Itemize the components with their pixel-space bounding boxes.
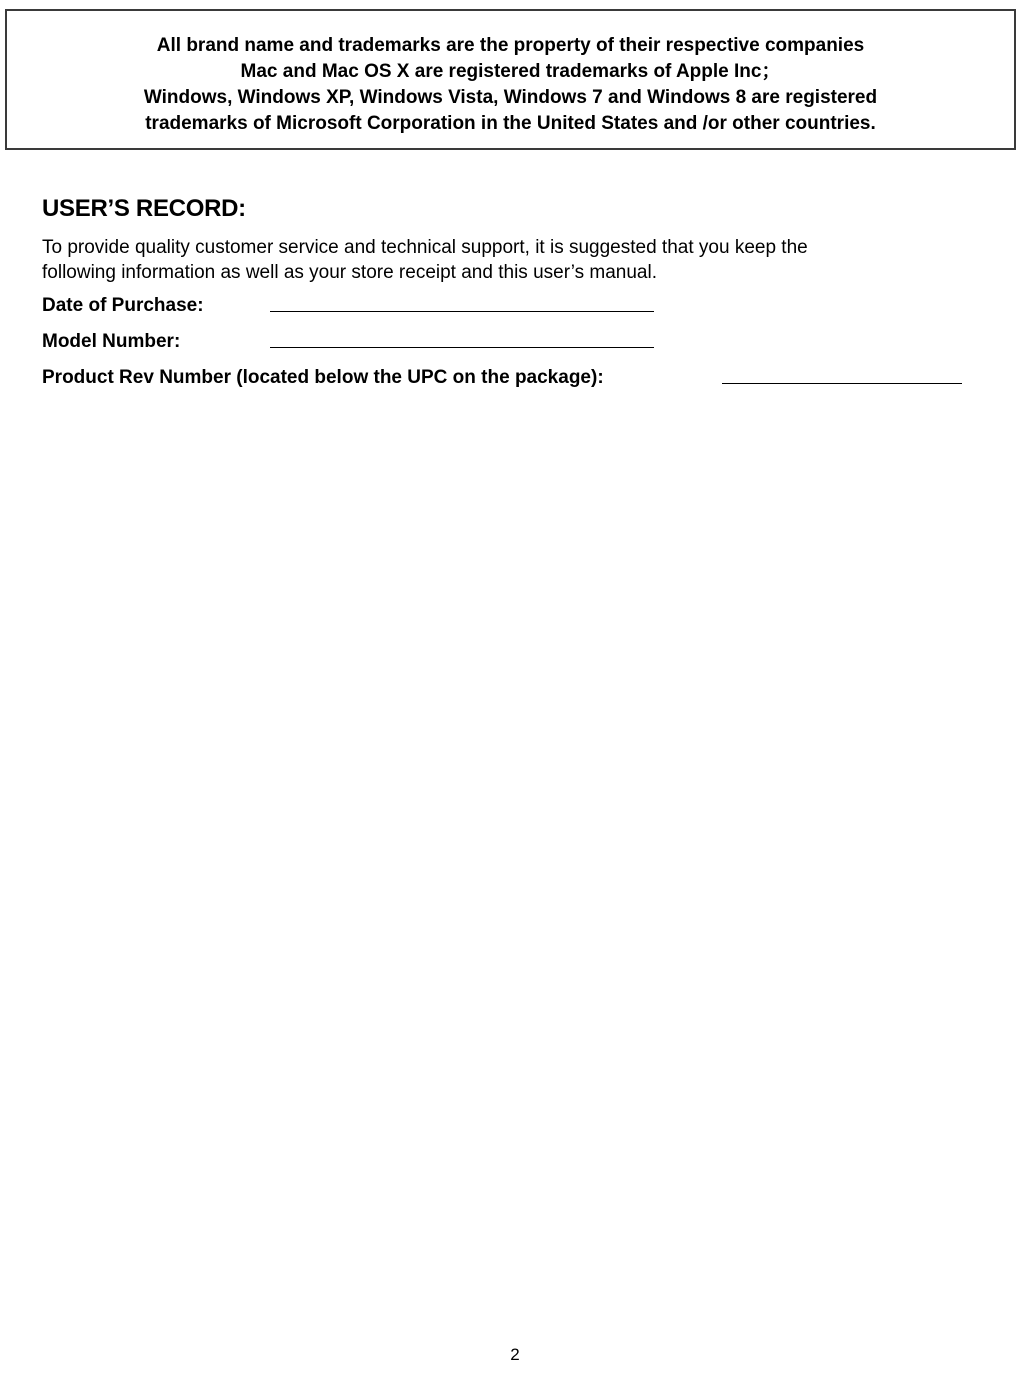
date-of-purchase-row — [42, 295, 662, 319]
intro-line: following information as well as your store receipt and this user’s manual. — [42, 262, 657, 283]
model-number-label: Model Number: — [42, 331, 181, 352]
trademark-notice-box — [5, 9, 1016, 150]
trademark-notice-line: Windows, Windows XP, Windows Vista, Windows 7 and Windows 8 are registered — [143, 87, 878, 108]
product-rev-number-label: Product Rev Number (located below the UPC on the package): — [42, 367, 604, 388]
product-rev-number-row — [42, 367, 967, 391]
date-of-purchase-label: Date of Purchase: — [42, 295, 204, 316]
users-record-intro — [42, 235, 972, 285]
trademark-notice-line: trademarks of Microsoft Corporation in the United States and /or other countries. — [145, 113, 876, 134]
page-number: 2 — [510, 1345, 520, 1364]
model-number-row — [42, 331, 662, 355]
model-number-blank[interactable] — [270, 347, 654, 348]
trademark-notice-line: Mac and Mac OS X are registered trademarks of Apple Inc； — [240, 61, 781, 82]
date-of-purchase-blank[interactable] — [270, 311, 654, 312]
trademark-notice-line: All brand name and trademarks are the property of their respective companies — [156, 35, 865, 56]
product-rev-number-blank[interactable] — [722, 383, 962, 384]
users-record-title: USER’S RECORD: — [42, 195, 246, 222]
intro-line: To provide quality customer service and technical support, it is suggested that you keep the — [42, 237, 808, 258]
